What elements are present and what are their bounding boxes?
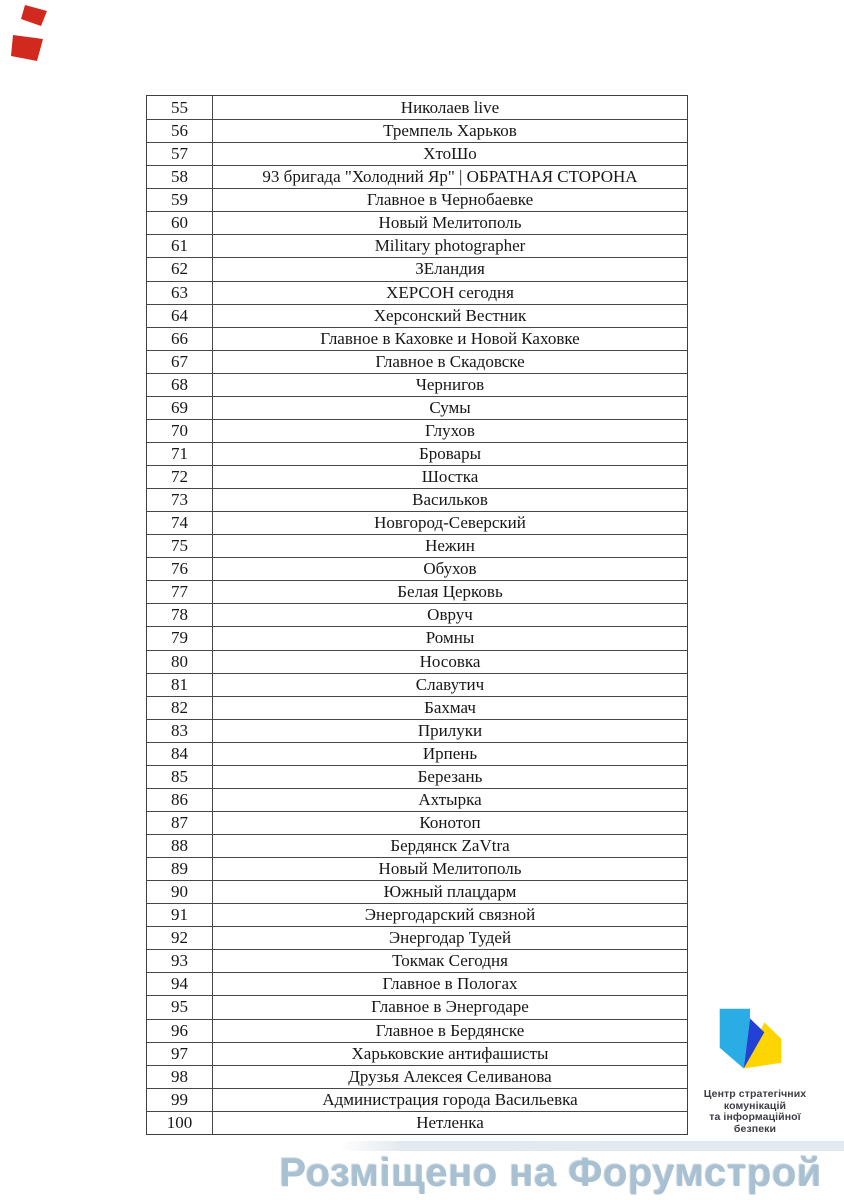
row-number: 67 [147, 351, 213, 373]
row-channel-name: Энергодар Тудей [388, 928, 512, 948]
table-row [147, 903, 687, 926]
table-row [147, 465, 687, 488]
table-row [147, 188, 687, 211]
table-row [147, 1065, 687, 1088]
row-channel-name: Шостка [421, 467, 479, 487]
row-number: 64 [147, 305, 213, 327]
row-number: 66 [147, 328, 213, 350]
row-channel-name: Главное в Скадовске [375, 351, 525, 371]
row-channel-name: Херсонский Вестник [373, 305, 527, 325]
table-row [147, 696, 687, 719]
row-number: 90 [147, 881, 213, 903]
table-row [147, 234, 687, 257]
table-row [147, 719, 687, 742]
row-number: 78 [147, 604, 213, 626]
table-row [147, 834, 687, 857]
table-row [147, 580, 687, 603]
row-channel-name: Белая Церковь [397, 582, 503, 602]
row-channel-name: Новый Мелитополь [378, 859, 522, 879]
table-row [147, 165, 687, 188]
row-channel-name: Носовка [419, 651, 481, 671]
table-row [147, 96, 687, 119]
row-channel-name: Чернигов [415, 374, 485, 394]
table-row [147, 995, 687, 1018]
row-channel-name: Military photographer [374, 236, 526, 256]
table-row [147, 281, 687, 304]
table-row [147, 926, 687, 949]
table-row [147, 534, 687, 557]
row-number: 97 [147, 1043, 213, 1065]
row-number: 68 [147, 374, 213, 396]
logo-caption-line: Центр стратегічних [703, 1088, 807, 1100]
row-number: 92 [147, 927, 213, 949]
table-row [147, 788, 687, 811]
row-channel-name: Главное в Чернобаевке [366, 190, 534, 210]
channels-table [146, 95, 688, 1135]
row-number: 56 [147, 120, 213, 142]
row-channel-name: Новый Мелитополь [378, 213, 522, 233]
table-row [147, 350, 687, 373]
table-row [147, 1042, 687, 1065]
table-row [147, 949, 687, 972]
logo-caption-line: безпеки [733, 1122, 777, 1135]
table-row [147, 857, 687, 880]
row-channel-name: Нежин [425, 536, 475, 556]
row-number: 83 [147, 720, 213, 742]
row-number: 89 [147, 858, 213, 880]
row-number: 77 [147, 581, 213, 603]
table-row [147, 396, 687, 419]
row-number: 93 [147, 950, 213, 972]
table-row [147, 673, 687, 696]
row-number: 80 [147, 651, 213, 673]
row-number: 87 [147, 812, 213, 834]
table-row [147, 765, 687, 788]
row-channel-name: Харьковские антифашисты [351, 1043, 549, 1063]
row-channel-name: Администрация города Васильевка [322, 1089, 578, 1109]
row-number: 59 [147, 189, 213, 211]
row-number: 99 [147, 1089, 213, 1111]
row-channel-name: Глухов [425, 420, 475, 440]
row-number: 55 [147, 96, 213, 119]
table-row [147, 119, 687, 142]
row-number: 81 [147, 674, 213, 696]
row-channel-name: Ирпень [422, 743, 478, 763]
row-channel-name: Конотоп [419, 812, 481, 832]
table-row [147, 327, 687, 350]
table-row [147, 811, 687, 834]
row-number: 91 [147, 904, 213, 926]
table-row [147, 880, 687, 903]
table-row [147, 257, 687, 280]
table-row [147, 557, 687, 580]
row-channel-name: Березань [417, 766, 483, 786]
logo-caption-line: та інформаційної [709, 1111, 801, 1124]
table-row [147, 488, 687, 511]
row-number: 88 [147, 835, 213, 857]
logo-caption [680, 1089, 830, 1135]
row-number: 70 [147, 420, 213, 442]
row-channel-name: Прилуки [417, 720, 483, 740]
row-channel-name: Славутич [415, 674, 485, 694]
row-number: 58 [147, 166, 213, 188]
row-channel-name: Энергодарский связной [364, 905, 536, 925]
row-channel-name: Токмак Сегодня [392, 951, 508, 971]
table-row [147, 742, 687, 765]
row-number: 94 [147, 973, 213, 995]
row-number: 82 [147, 697, 213, 719]
row-channel-name: Ахтырка [418, 789, 482, 809]
table-row [147, 1019, 687, 1042]
row-number: 96 [147, 1020, 213, 1042]
row-channel-name: Васильков [412, 490, 488, 510]
row-channel-name: Бровары [418, 443, 482, 463]
table-row [147, 304, 687, 327]
red-pen-mark-bottom [11, 35, 43, 61]
watermark-band [340, 1141, 844, 1151]
row-channel-name: ЗЕландия [415, 259, 485, 279]
row-channel-name: Бердянск ZaVtra [390, 836, 510, 856]
table-row [147, 650, 687, 673]
row-number: 73 [147, 489, 213, 511]
row-number: 60 [147, 212, 213, 234]
row-channel-name: 93 бригада "Холодний Яр" | ОБРАТНАЯ СТОРОНА [262, 167, 638, 187]
table-row [147, 511, 687, 534]
table-row [147, 1111, 687, 1134]
table-row [147, 442, 687, 465]
row-channel-name: Обухов [423, 559, 477, 579]
row-number: 84 [147, 743, 213, 765]
row-number: 75 [147, 535, 213, 557]
row-number: 71 [147, 443, 213, 465]
table-row [147, 373, 687, 396]
row-number: 57 [147, 143, 213, 165]
row-number: 100 [147, 1112, 213, 1134]
row-channel-name: Николаев live [400, 97, 500, 117]
row-number: 72 [147, 466, 213, 488]
table-row [147, 142, 687, 165]
row-number: 95 [147, 996, 213, 1018]
row-channel-name: Главное в Бердянске [375, 1020, 525, 1040]
row-channel-name: Главное в Каховке и Новой Каховке [320, 328, 580, 348]
row-channel-name: Тремпель Харьков [383, 121, 517, 141]
row-channel-name: Нетленка [416, 1112, 484, 1132]
table-row [147, 972, 687, 995]
logo-cube-icon [717, 1005, 783, 1070]
row-channel-name: Ромны [425, 628, 475, 648]
row-channel-name: ХтоШо [423, 144, 477, 164]
row-number: 74 [147, 512, 213, 534]
row-channel-name: Друзья Алексея Селиванова [348, 1066, 552, 1086]
row-channel-name: Сумы [429, 397, 471, 417]
row-channel-name: ХЕРСОН сегодня [386, 282, 514, 302]
row-number: 61 [147, 235, 213, 257]
red-pen-mark-top [21, 5, 47, 26]
row-number: 69 [147, 397, 213, 419]
table-row [147, 603, 687, 626]
row-channel-name: Новгород-Северский [374, 513, 526, 533]
table-row [147, 211, 687, 234]
row-number: 85 [147, 766, 213, 788]
row-number: 86 [147, 789, 213, 811]
row-number: 76 [147, 558, 213, 580]
table-row [147, 1088, 687, 1111]
watermark-text: Розміщено на Форумстрой [279, 1151, 822, 1195]
row-channel-name: Бахмач [424, 697, 476, 717]
row-channel-name: Главное в Энергодаре [371, 997, 529, 1017]
row-channel-name: Главное в Пологах [382, 974, 518, 994]
logo-caption-line: комунікацій [723, 1099, 787, 1112]
table-row [147, 419, 687, 442]
row-number: 62 [147, 258, 213, 280]
row-channel-name: Овруч [427, 605, 473, 625]
table-row [147, 626, 687, 649]
red-pen-mark-icon [10, 2, 50, 64]
row-number: 79 [147, 627, 213, 649]
row-number: 98 [147, 1066, 213, 1088]
row-number: 63 [147, 282, 213, 304]
row-channel-name: Южный плацдарм [383, 882, 517, 902]
